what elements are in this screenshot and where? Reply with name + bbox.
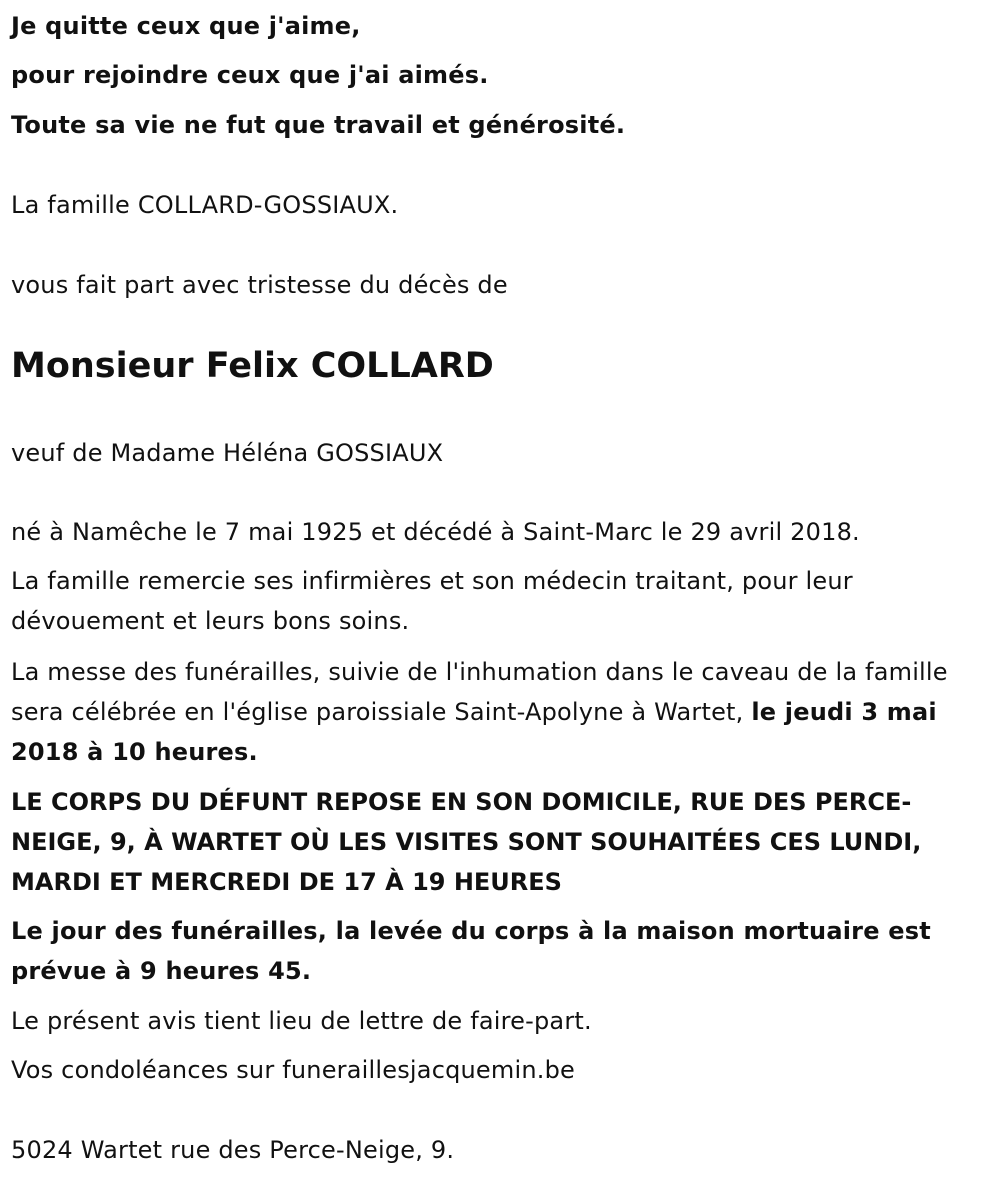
quote-line-1: Je quitte ceux que j'aime, [11, 12, 361, 40]
family-name: La famille COLLARD-GOSSIAUX. [11, 191, 399, 219]
levee-paragraph: Le jour des funérailles, la levée du corps à la maison mortuaire est prévue à 9 heures 45. [11, 917, 931, 985]
funeral-text: La messe des funérailles, suivie de l'inhumation dans le caveau de la famille sera célébrée en l'église paroissiale Saint-Apolyne à Wartet, [11, 658, 948, 726]
thanks-paragraph: La famille remercie ses infirmières et son médecin traitant, pour leur dévouement et leurs bons soins. [11, 567, 853, 635]
funeral-date: le jeudi 3 mai 2018 à 10 heures. [11, 698, 937, 766]
quote-line-2: pour rejoindre ceux que j'ai aimés. [11, 61, 489, 89]
deceased-name: Monsieur Felix COLLARD [11, 346, 494, 386]
announcement-text: vous fait part avec tristesse du décès de [11, 271, 508, 299]
condolences-text: Vos condoléances sur funeraillesjacquemin.be [11, 1056, 575, 1084]
spouse-text: veuf de Madame Héléna GOSSIAUX [11, 439, 444, 467]
address-text: 5024 Wartet rue des Perce-Neige, 9. [11, 1136, 455, 1164]
birth-death-text: né à Namêche le 7 mai 1925 et décédé à Saint-Marc le 29 avril 2018. [11, 518, 860, 546]
visitation-paragraph: LE CORPS DU DÉFUNT REPOSE EN SON DOMICILE, RUE DES PERCE-NEIGE, 9, À WARTET OÙ LES VISITES SONT SOUHAITÉES CES LUNDI, MARDI ET MERCREDI DE 17 À 19 HEURES [11, 788, 922, 896]
quote-line-3: Toute sa vie ne fut que travail et générosité. [11, 111, 626, 139]
notice-text: Le présent avis tient lieu de lettre de faire-part. [11, 1007, 592, 1035]
funeral-paragraph [11, 652, 986, 772]
